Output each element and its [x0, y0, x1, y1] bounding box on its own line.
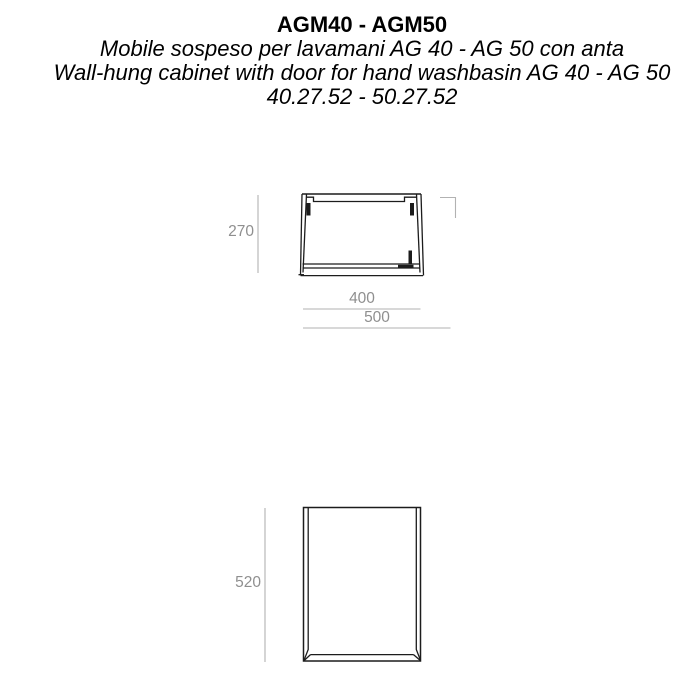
plan-view-drawing — [299, 194, 424, 276]
front-door-outline — [304, 508, 421, 662]
plan-back-panel — [307, 197, 417, 201]
dim-value-depth-270: 270 — [228, 223, 254, 240]
model-codes: 40.27.52 - 50.27.52 — [266, 84, 458, 109]
plan-door-hinge-arm — [398, 265, 414, 268]
product-title: AGM40 - AGM50 — [276, 12, 448, 37]
dim-value-width-500: 500 — [364, 309, 390, 326]
front-view-drawing — [304, 508, 421, 662]
plan-hinge-block-right — [410, 203, 414, 216]
plan-left-wall-outer — [301, 194, 303, 275]
front-bevel-left — [304, 508, 308, 660]
plan-right-wall-inner — [417, 194, 421, 273]
subtitle-english: Wall-hung cabinet with door for hand washbasin AG 40 - AG 50 — [53, 60, 671, 85]
dim-corner-mark-500 — [440, 198, 456, 219]
plan-view-dimension-lines — [258, 195, 456, 328]
subtitle-italian: Mobile sospeso per lavamani AG 40 - AG 50 con anta — [99, 36, 625, 61]
dim-value-height-520: 520 — [235, 574, 261, 591]
plan-right-wall-outer — [421, 194, 424, 276]
dim-value-width-400: 400 — [349, 290, 375, 307]
plan-hinge-block-left — [307, 203, 311, 216]
plan-left-wall-inner — [303, 194, 307, 273]
plan-door-hinge-plate — [409, 251, 413, 265]
